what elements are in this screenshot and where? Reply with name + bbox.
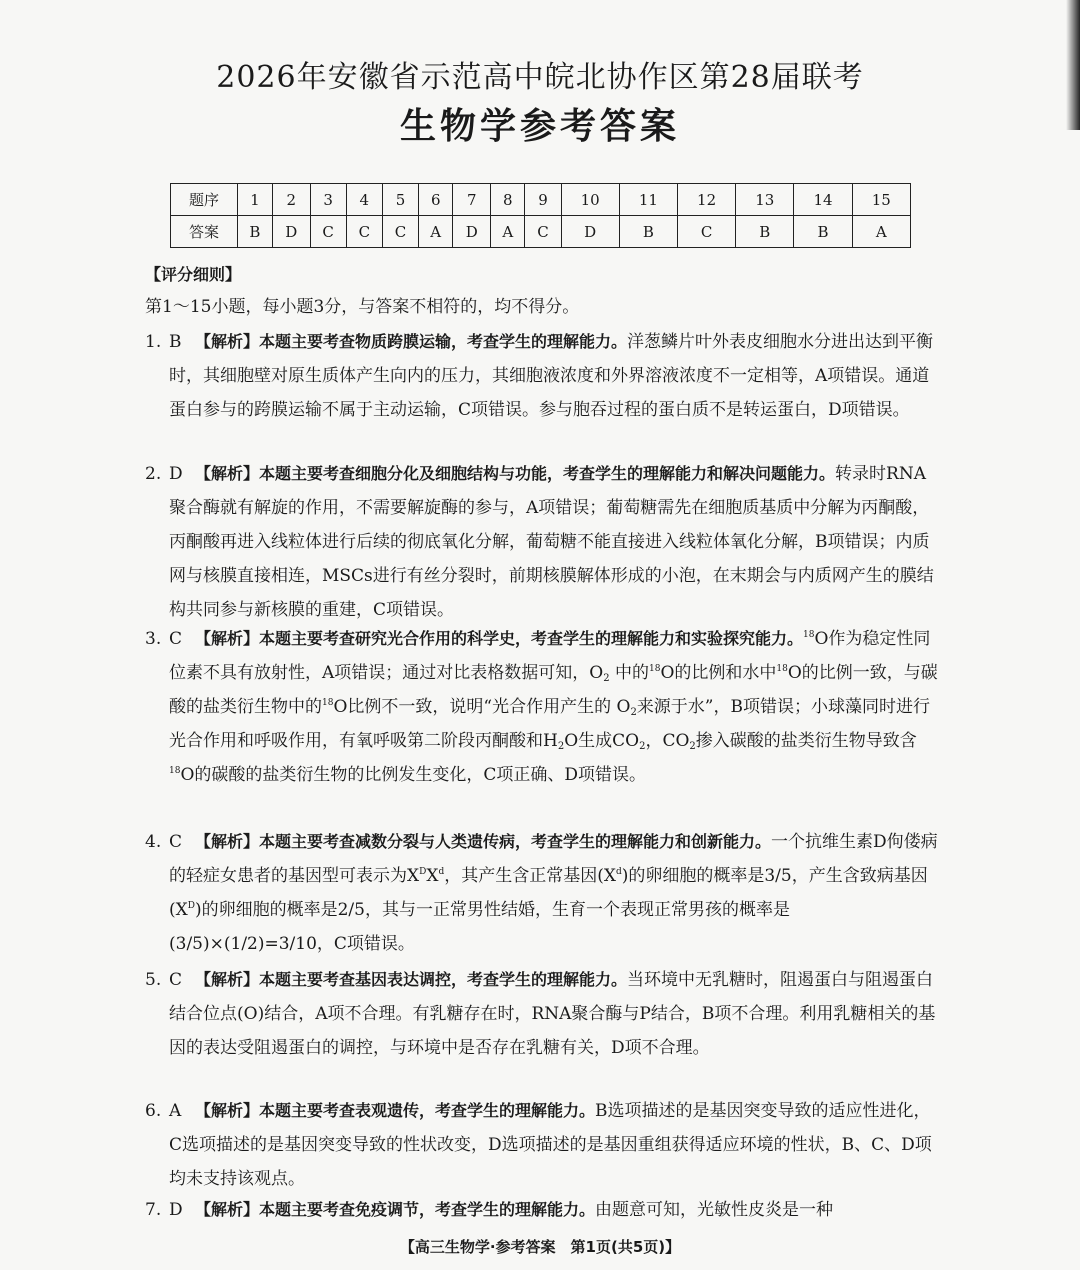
formula-o: O [787, 663, 802, 683]
item-text: )的卵细胞的概率是2/5，其与一正常男性结婚，生育一个表现正常男孩的概率是(3/5)×(1/2)=3/10，C项错误。 [169, 900, 790, 954]
item-text: ， [645, 731, 663, 751]
item-answer: D [169, 464, 183, 484]
genotype-x: X [407, 866, 420, 886]
item-text: O生成 [564, 731, 613, 751]
scoring-rule: 第1～15小题，每小题3分，与答案不相符的，均不得分。 [145, 297, 580, 317]
item-text: 掺入碳酸的盐类衍生物导致含 [695, 731, 917, 751]
answer-cell: C [525, 216, 561, 248]
formula-o: O [814, 629, 829, 649]
item-focus: 本题主要考查研究光合作用的科学史，考查学生的理解能力和实验探究能力。 [259, 629, 804, 648]
item-text: )的卵细胞的概率是3/5，产生含致病基因( [169, 866, 928, 920]
explanation-item-4 [145, 825, 941, 961]
item-number: 7. [145, 1200, 162, 1220]
question-number: 15 [852, 184, 910, 216]
genotype-x: X [426, 866, 439, 886]
item-text: 中的 [609, 663, 649, 683]
question-number: 8 [491, 184, 525, 216]
analysis-tag: 【解析】 [195, 464, 260, 483]
exam-title: 2026年安徽省示范高中皖北协作区第28届联考 [216, 60, 864, 95]
item-text: 的比例一致，与碳酸的盐类衍生物中的 [169, 663, 938, 717]
answer-cell: A [491, 216, 525, 248]
scoring-title: 【评分细则】 [145, 265, 242, 284]
formula-co: CO [662, 731, 690, 751]
item-text: 的比例和水中 [674, 663, 777, 683]
question-number: 10 [561, 184, 619, 216]
item-focus: 本题主要考查减数分裂与人类遗传病，考查学生的理解能力和创新能力。 [259, 832, 772, 851]
explanation-item-6 [145, 1094, 941, 1196]
formula-o: O [660, 663, 675, 683]
answer-cell: C [678, 216, 736, 248]
allele-superscript: d [615, 867, 622, 877]
question-number: 6 [419, 184, 453, 216]
isotope-superscript: 18 [322, 698, 334, 708]
formula-o: O [180, 765, 195, 785]
allele-superscript: D [419, 867, 427, 877]
page-footer: 【高三生物学·参考答案 第1页(共5页)】 [399, 1238, 681, 1256]
item-text: ，其产生含正常基因( [444, 866, 604, 886]
question-number: 11 [619, 184, 677, 216]
question-number: 1 [238, 184, 273, 216]
formula-o: O [589, 663, 604, 683]
item-answer: D [169, 1200, 183, 1220]
analysis-tag: 【解析】 [195, 1200, 260, 1219]
question-number: 5 [382, 184, 418, 216]
item-number: 6. [145, 1101, 162, 1121]
document-title: 生物学参考答案 [399, 105, 680, 147]
answer-cell: C [310, 216, 346, 248]
answer-cell: B [238, 216, 273, 248]
item-text: 的碳酸的盐类衍生物的比例发生变化，C项正确、D项错误。 [194, 765, 647, 785]
analysis-tag: 【解析】 [195, 832, 260, 851]
formula-co: CO [612, 731, 640, 751]
item-text: 作为稳定性同位素不具有放射性，A项错误；通过对比表格数据可知， [169, 629, 931, 683]
analysis-tag: 【解析】 [195, 1101, 260, 1120]
question-number: 13 [736, 184, 794, 216]
item-number: 5. [145, 970, 162, 990]
question-number: 12 [678, 184, 736, 216]
answer-cell: A [419, 216, 453, 248]
allele-superscript: d [438, 867, 445, 877]
answer-row [171, 216, 911, 248]
item-text: 一个抗维生素D佝偻病的轻症女患者的基因型可表示为 [169, 832, 938, 886]
item-answer: C [169, 629, 183, 649]
item-number: 2. [145, 464, 162, 484]
item-text: 比例不一致，说明“光合作用产生的 [347, 697, 617, 717]
formula-subscript: 2 [557, 741, 565, 752]
genotype-x: X [603, 866, 616, 886]
formula-o: O [616, 697, 631, 717]
explanation-item-2 [145, 457, 941, 627]
question-number: 3 [310, 184, 346, 216]
item-answer: B [169, 332, 182, 352]
analysis-tag: 【解析】 [195, 970, 260, 989]
allele-superscript: D [187, 901, 195, 911]
explanation-item-7 [145, 1193, 941, 1227]
item-text: 转录时RNA聚合酶就有解旋的作用，不需要解旋酶的参与，A项错误；葡萄糖需先在细胞质基质中分解为丙酮酸，丙酮酸再进入线粒体进行后续的彻底氧化分解，葡萄糖不能直接进入线粒体氧化分解，B项错误；内质网与核膜直接相连，MSCs进行有丝分裂时，前期核膜解体形成的小泡，在末期会与内质网产生的膜结构共同参与新核膜的重建，C项错误。 [169, 464, 934, 620]
answer-cell: B [619, 216, 677, 248]
item-number: 3. [145, 629, 162, 649]
item-text: B选项描述的是基因突变导致的适应性进化，C选项描述的是基因突变导致的性状改变，D选项描述的是基因重组获得适应环境的性状，B、C、D项均未支持该观点。 [169, 1101, 932, 1189]
answer-cell: A [852, 216, 910, 248]
item-text: 来源于水”，B项错误；小球藻同时进行光合作用和呼吸作用，有氧呼吸第二阶段丙酮酸和 [169, 697, 930, 751]
item-number: 1. [145, 332, 162, 352]
analysis-tag: 【解析】 [195, 629, 260, 648]
question-number-row [171, 184, 911, 216]
formula-subscript: 2 [639, 741, 646, 752]
formula-subscript: 2 [630, 707, 637, 718]
row-label-question: 题序 [171, 184, 238, 216]
item-focus: 本题主要考查细胞分化及细胞结构与功能，考查学生的理解能力和解决问题能力。 [259, 464, 836, 483]
item-focus: 本题主要考查免疫调节，考查学生的理解能力。 [259, 1200, 596, 1219]
formula-h: H [543, 731, 558, 751]
isotope-superscript: 18 [803, 630, 815, 640]
question-number: 4 [346, 184, 382, 216]
answer-cell: C [382, 216, 418, 248]
item-text: 洋葱鳞片叶外表皮细胞水分进出达到平衡时，其细胞壁对原生质体产生向内的压力，其细胞液浓度和外界溶液浓度不一定相等，A项错误。通道蛋白参与的跨膜运输不属于主动运输，C项错误。参与胞吞过程的蛋白质不是转运蛋白，D项错误。 [169, 332, 934, 420]
answer-cell: D [453, 216, 491, 248]
isotope-superscript: 18 [169, 766, 181, 776]
question-number: 9 [525, 184, 561, 216]
question-number: 7 [453, 184, 491, 216]
analysis-tag: 【解析】 [195, 332, 260, 351]
answer-cell: B [736, 216, 794, 248]
question-number: 2 [272, 184, 310, 216]
item-answer: C [169, 832, 183, 852]
explanation-item-1 [145, 325, 941, 427]
item-number: 4. [145, 832, 162, 852]
item-focus: 本题主要考查物质跨膜运输，考查学生的理解能力。 [259, 332, 628, 351]
explanation-item-3 [145, 622, 941, 792]
answer-table [170, 183, 911, 248]
isotope-superscript: 18 [776, 664, 788, 674]
isotope-superscript: 18 [649, 664, 661, 674]
formula-subscript: 2 [689, 741, 696, 752]
answer-cell: C [346, 216, 382, 248]
answer-cell: D [272, 216, 310, 248]
item-focus: 本题主要考查表观遗传，考查学生的理解能力。 [259, 1101, 596, 1120]
item-focus: 本题主要考查基因表达调控，考查学生的理解能力。 [259, 970, 628, 989]
genotype-x: X [175, 900, 188, 920]
answer-cell: D [561, 216, 619, 248]
question-number: 14 [794, 184, 852, 216]
item-answer: C [169, 970, 183, 990]
row-label-answer: 答案 [171, 216, 238, 248]
formula-subscript: 2 [603, 673, 610, 684]
explanation-item-5 [145, 963, 941, 1065]
answer-cell: B [794, 216, 852, 248]
item-text: 当环境中无乳糖时，阻遏蛋白与阻遏蛋白结合位点(O)结合，A项不合理。有乳糖存在时，RNA聚合酶与P结合，B项不合理。利用乳糖相关的基因的表达受阻遏蛋白的调控，与环境中是否存在乳糖有关，D项不合理。 [169, 970, 936, 1058]
formula-o: O [333, 697, 348, 717]
item-answer: A [169, 1101, 182, 1121]
item-text: 由题意可知，光敏性皮炎是一种 [595, 1200, 834, 1220]
